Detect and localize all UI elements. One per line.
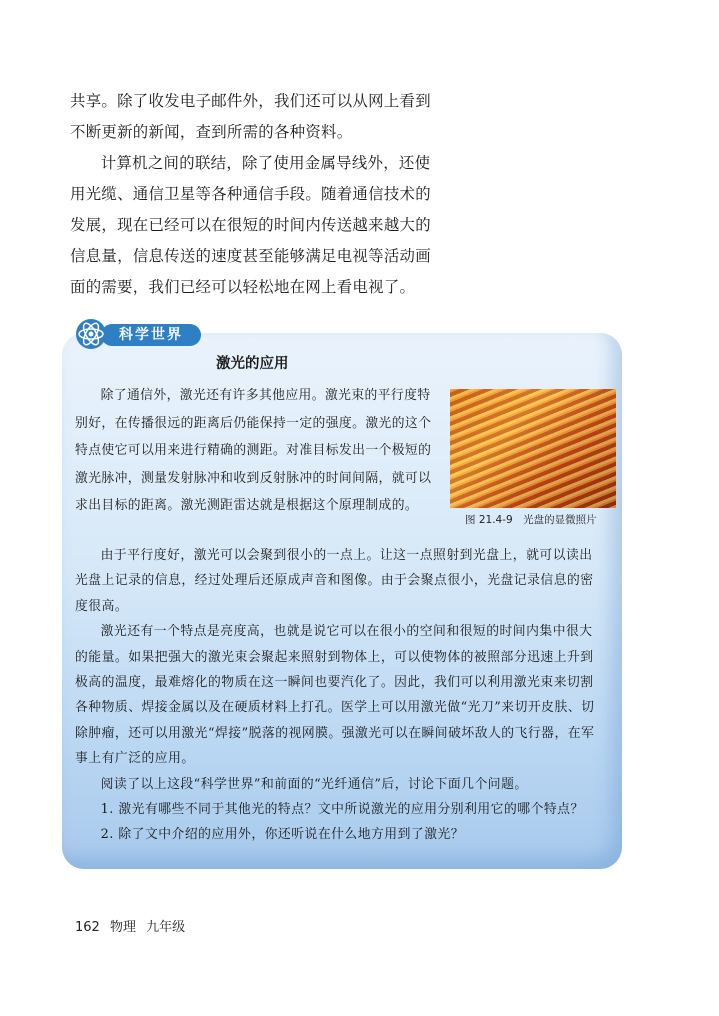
intro-paragraph-2: 计算机之间的联结，除了使用金属导线外，还使用光缆、通信卫星等各种通信手段。随着通信技术的发展，现在已经可以在很短的时间内传送越来越大的信息量，信息传送的速度甚至能够满足电视等活动画面的需要，我们已经可以轻松地在网上看电视了。 bbox=[70, 154, 431, 296]
page-footer bbox=[75, 916, 191, 935]
science-world-tag: 科学世界 bbox=[101, 324, 201, 346]
photo-caption: 图 21.4-9 光盘的显微照片 bbox=[465, 514, 597, 526]
question-2: 2. 除了文中介绍的应用外，你还听说在什么地方用到了激光？ bbox=[100, 827, 465, 843]
section-title: 激光的应用 bbox=[216, 356, 289, 372]
page-number: 162 bbox=[75, 920, 100, 935]
laser-paragraph-2: 由于平行度好，激光可以会聚到很小的一点上。让这一点照射到光盘上，就可以读出光盘上记录的信息，经过处理后还原成声音和图像。由于会聚点很小，光盘记录信息的密度很高。 bbox=[75, 548, 594, 614]
science-world-header bbox=[75, 318, 205, 350]
atom-icon bbox=[75, 318, 109, 350]
discussion-intro: 阅读了以上这段“科学世界”和前面的“光纤通信”后，讨论下面几个问题。 bbox=[100, 776, 528, 792]
laser-body-text bbox=[75, 543, 605, 848]
grade-label: 九年级 bbox=[146, 920, 186, 935]
intro-paragraph-1: 共享。除了收发电子邮件外，我们还可以从网上看到不断更新的新闻，查到所需的各种资料。 bbox=[70, 92, 431, 141]
subject-label: 物理 bbox=[109, 920, 136, 935]
question-1: 1. 激光有哪些不同于其他光的特点？文中所说激光的应用分别利用它的哪个特点？ bbox=[100, 802, 584, 818]
laser-paragraph-1: 除了通信外，激光还有许多其他应用。激光束的平行度特别好，在传播很远的距离后仍能保持一定的强度。激光的这个特点使它可以用来进行精确的测距。对准目标发出一个极短的激光脉冲，测量发射脉冲和收到反射脉冲的时间间隔，就可以求出目标的距离。激光测距雷达就是根据这个原理制成的。 bbox=[75, 388, 432, 513]
intro-text bbox=[70, 86, 440, 303]
laser-paragraph-3: 激光还有一个特点是亮度高，也就是说它可以在很小的空间和很短的时间内集中很大的能量。如果把强大的激光束会聚起来照射到物体上，可以使物体的被照部分迅速上升到极高的温度，最难熔化的物质在这一瞬间也要汽化了。因此，我们可以利用激光束来切割各种物质、焊接金属以及在硬质材料上打孔。医学上可以用激光做“光刀”来切开皮肤、切除肿瘤，还可以用激光“焊接”脱落的视网膜。强激光可以在瞬间破坏敌人的飞行器，在军事上有广泛的应用。 bbox=[75, 624, 595, 767]
optical-disc-photo bbox=[450, 389, 616, 508]
